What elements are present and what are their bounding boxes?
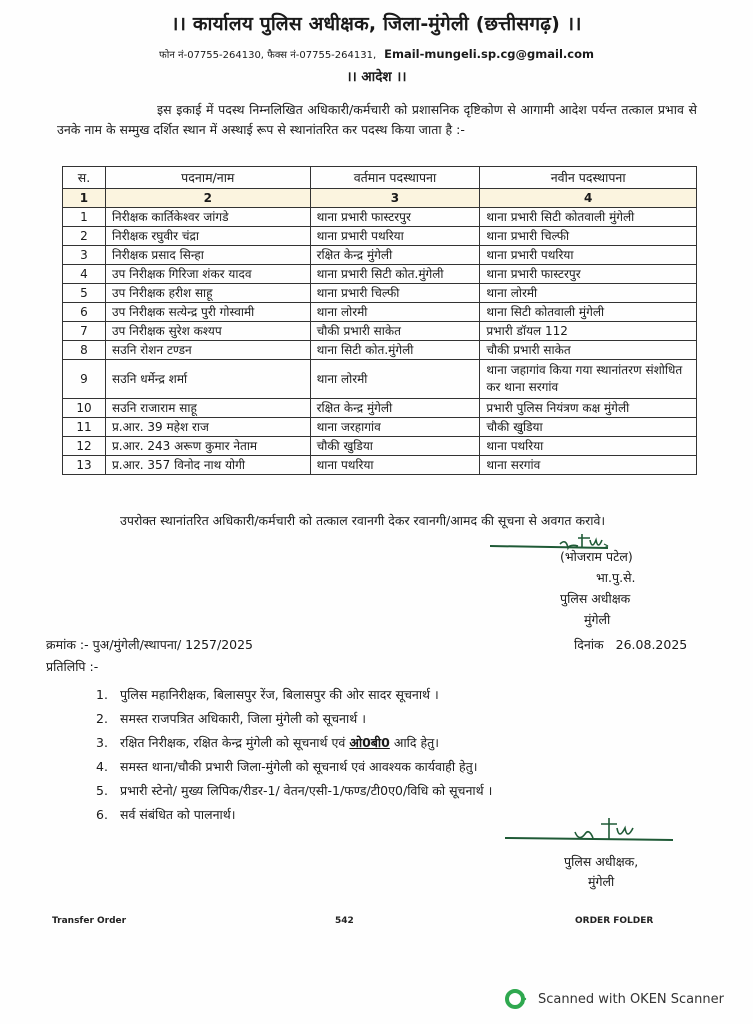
copy-to-list [96,684,492,828]
table-row [63,284,697,303]
cell-name: प्र.आर. 357 विनोद नाथ योगी [105,456,310,475]
cell-new-posting: प्रभारी डॉयल 112 [480,322,697,341]
date-value: 26.08.2025 [615,637,688,652]
signatory-block-2 [564,852,638,892]
cell-sno: 4 [63,265,106,284]
cell-current-posting: थाना प्रभारी सिटी कोत.मुंगेली [310,265,480,284]
signature-mark-2 [505,818,675,848]
table-row [63,418,697,437]
cell-sno: 6 [63,303,106,322]
cell-sno: 3 [63,246,106,265]
cell-name: उप निरीक्षक सुरेश कश्यप [105,322,310,341]
cell-name: सउनि राजाराम साहू [105,399,310,418]
table-row [63,341,697,360]
cell-sno: 5 [63,284,106,303]
signatory-service: भा.पु.से. [596,570,636,585]
cell-name: निरीक्षक रघुवीर चंद्रा [105,227,310,246]
cell-current-posting: थाना लोरमी [310,360,480,399]
col-header-current: वर्तमान पदस्थापना [310,167,480,189]
table-row [63,303,697,322]
cell-name: सउनि धर्मेन्द्र शर्मा [105,360,310,399]
cell-name: निरीक्षक प्रसाद सिन्हा [105,246,310,265]
copy-to-number: 3. [96,735,108,750]
cell-current-posting: थाना प्रभारी चिल्फी [310,284,480,303]
table-row [63,265,697,284]
cell-current-posting: थाना लोरमी [310,303,480,322]
scanner-text: Scanned with OKEN Scanner [538,991,724,1007]
cell-current-posting: थाना प्रभारी पथरिया [310,227,480,246]
signatory2-designation: पुलिस अधीक्षक, [564,854,639,869]
copy-to-number: 2. [96,711,108,726]
cell-name: उप निरीक्षक सत्येन्द्र पुरी गोस्वामी [105,303,310,322]
cell-current-posting: थाना पथरिया [310,456,480,475]
cell-name: सउनि रोशन टण्डन [105,341,310,360]
copy-to-number: 6. [96,807,108,822]
table-row [63,399,697,418]
cell-sno: 11 [63,418,106,437]
order-heading: ।। आदेश ।। [346,69,407,85]
copy-to-text: रक्षित निरीक्षक, रक्षित केन्द्र मुंगेली को सूचनार्थ एवं [120,735,350,750]
cell-current-posting: थाना प्रभारी फास्टरपुर [310,208,480,227]
cell-sno: 12 [63,437,106,456]
cell-sno: 8 [63,341,106,360]
office-email: Email-mungeli.sp.cg@gmail.com [384,47,594,61]
cell-current-posting: चौकी खुडिया [310,437,480,456]
col-number: 3 [310,189,480,208]
col-number: 1 [63,189,106,208]
copy-to-item [96,732,492,756]
cell-sno: 7 [63,322,106,341]
col-number: 2 [105,189,310,208]
cell-sno: 13 [63,456,106,475]
col-header-name: पदनाम/नाम [105,167,310,189]
copy-to-item [96,804,492,828]
table-header-row [63,167,697,189]
cell-current-posting: चौकी प्रभारी साकेत [310,322,480,341]
cell-new-posting: थाना सरगांव [480,456,697,475]
cell-name: प्र.आर. 39 महेश राज [105,418,310,437]
copy-to-item [96,780,492,804]
cell-current-posting: थाना सिटी कोत.मुंगेली [310,341,480,360]
oken-logo-icon [504,987,528,1011]
cell-current-posting: थाना जरहागांव [310,418,480,437]
table-row [63,208,697,227]
intro-text: इस इकाई में पदस्थ निम्नलिखित अधिकारी/कर्मचारी को प्रशासनिक दृष्टिकोण से आगामी आदेश पर्यन्त तत्काल प्रभाव से उनके नाम के सम्मुख दर्शित स्थान में अस्थाई रूप से स्थानांतरित कर पदस्थ किया जाता है :- [57,102,697,137]
table-row [63,246,697,265]
phone-fax: फोन नं-07755-264130, फैक्स नं-07755-264131, [159,50,377,61]
copy-to-number: 4. [96,759,108,774]
cell-new-posting: थाना लोरमी [480,284,697,303]
table-row [63,456,697,475]
cell-sno: 9 [63,360,106,399]
cell-sno: 2 [63,227,106,246]
scanner-watermark [504,987,724,1011]
cell-new-posting: प्रभारी पुलिस नियंत्रण कक्ष मुंगेली [480,399,697,418]
column-number-row [63,189,697,208]
cell-new-posting: चौकी प्रभारी साकेत [480,341,697,360]
signatory-block [560,546,636,630]
table-row [63,360,697,399]
cell-current-posting: रक्षित केन्द्र मुंगेली [310,399,480,418]
intro-paragraph [57,100,697,140]
copy-to-underlined: ओ0बी0 [349,735,390,750]
footer-left: Transfer Order [52,916,127,926]
cell-new-posting: थाना पथरिया [480,437,697,456]
cell-new-posting: चौकी खुडिया [480,418,697,437]
signatory-place: मुंगेली [584,612,611,627]
copy-to-text: समस्त थाना/चौकी प्रभारी जिला-मुंगेली को सूचनार्थ एवं आवश्यक कार्यवाही हेतु। [120,759,478,774]
col-header-sno: स. [63,167,106,189]
copy-to-text: समस्त राजपत्रित अधिकारी, जिला मुंगेली को सूचनार्थ । [120,711,366,726]
closing-instruction: उपरोक्त स्थानांतरित अधिकारी/कर्मचारी को तत्काल रवानगी देकर रवानगी/आमद की सूचना से अवगत करावे। [120,513,606,528]
table-row [63,437,697,456]
signatory2-place: मुंगेली [588,874,615,889]
cell-sno: 1 [63,208,106,227]
cell-current-posting: रक्षित केन्द्र मुंगेली [310,246,480,265]
table-row [63,322,697,341]
copy-to-item [96,684,492,708]
cell-new-posting: थाना प्रभारी पथरिया [480,246,697,265]
date-label: दिनांक [574,637,604,652]
cell-new-posting: थाना प्रभारी चिल्फी [480,227,697,246]
cell-name: उप निरीक्षक हरीश साहू [105,284,310,303]
office-contact [0,47,753,61]
col-number: 4 [480,189,697,208]
copy-to-text: प्रभारी स्टेनो/ मुख्य लिपिक/रीडर-1/ वेतन/एसी-1/फण्ड/टी0ए0/विधि को सूचनार्थ । [120,783,493,798]
footer-page-number: 542 [335,916,354,926]
copy-to-label: प्रतिलिपि :- [46,659,99,674]
cell-new-posting: थाना सिटी कोतवाली मुंगेली [480,303,697,322]
transfer-table [62,166,697,475]
order-date [574,636,687,653]
cell-name: उप निरीक्षक गिरिजा शंकर यादव [105,265,310,284]
copy-to-item [96,756,492,780]
reference-number: क्रमांक :- पुअ/मुंगेली/स्थापना/ 1257/2025 [46,637,254,652]
cell-name: प्र.आर. 243 अरूण कुमार नेताम [105,437,310,456]
copy-to-text: पुलिस महानिरीक्षक, बिलासपुर रेंज, बिलासपुर की ओर सादर सूचनार्थ । [120,687,439,702]
cell-new-posting: थाना प्रभारी सिटी कोतवाली मुंगेली [480,208,697,227]
office-title: ।। कार्यालय पुलिस अधीक्षक, जिला-मुंगेली (छत्तीसगढ़) ।। [171,13,582,35]
copy-to-number: 5. [96,783,108,798]
copy-to-item [96,708,492,732]
footer-right: ORDER FOLDER [575,916,654,926]
table-row [63,227,697,246]
cell-sno: 10 [63,399,106,418]
cell-name: निरीक्षक कार्तिकेश्वर जांगडे [105,208,310,227]
cell-new-posting: थाना प्रभारी फास्टरपुर [480,265,697,284]
copy-to-text-after: आदि हेतु। [389,735,439,750]
cell-new-posting: थाना जहागांव किया गया स्थानांतरण संशोधित कर थाना सरगांव [480,360,697,399]
col-header-new: नवीन पदस्थापना [480,167,697,189]
signatory-designation: पुलिस अधीक्षक [560,591,631,606]
copy-to-text: सर्व संबंधित को पालनार्थ। [120,807,236,822]
signatory-name: (भोजराम पटेल) [560,549,633,564]
copy-to-number: 1. [96,687,108,702]
